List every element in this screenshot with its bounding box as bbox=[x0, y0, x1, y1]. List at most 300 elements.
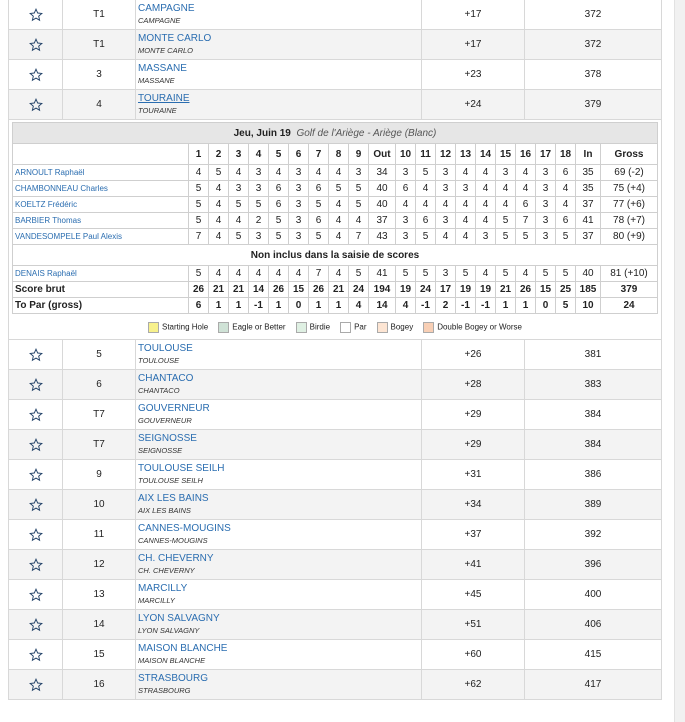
total-score: 406 bbox=[525, 610, 662, 640]
player-row bbox=[13, 197, 658, 213]
scorecard-header-row bbox=[13, 144, 658, 165]
legend-label: Birdie bbox=[309, 322, 331, 332]
hole-score: 3 bbox=[289, 213, 309, 229]
hole-header: 14 bbox=[476, 144, 496, 165]
total-score: 415 bbox=[525, 640, 662, 670]
total-score: 396 bbox=[525, 550, 662, 580]
total-score: 389 bbox=[525, 490, 662, 520]
hole-score: 2 bbox=[249, 213, 269, 229]
team-cell bbox=[136, 580, 422, 610]
star-icon bbox=[29, 468, 43, 482]
player-row bbox=[13, 213, 658, 229]
hole-score: 5 bbox=[516, 229, 536, 245]
hole-header: 18 bbox=[556, 144, 576, 165]
team-cell bbox=[136, 60, 422, 90]
favorite-button[interactable] bbox=[9, 490, 63, 520]
totals-value: 0 bbox=[536, 298, 556, 314]
hole-score: 80 (+9) bbox=[601, 229, 658, 245]
total-score: 381 bbox=[525, 340, 662, 370]
player-row bbox=[13, 165, 658, 181]
hole-score: 3 bbox=[289, 229, 309, 245]
hole-score: 41 bbox=[576, 213, 601, 229]
hole-score: 5 bbox=[349, 181, 369, 197]
to-par: +23 bbox=[422, 60, 525, 90]
player-row bbox=[13, 266, 658, 282]
position: 14 bbox=[63, 610, 136, 640]
hole-score: 3 bbox=[536, 197, 556, 213]
star-icon bbox=[29, 678, 43, 692]
leaderboard-table bbox=[8, 0, 662, 700]
hole-score: 4 bbox=[349, 213, 369, 229]
team-link[interactable]: TOULOUSE SEILH bbox=[138, 463, 225, 474]
hole-score: 4 bbox=[416, 181, 436, 197]
favorite-button[interactable] bbox=[9, 90, 63, 120]
hole-header: Out bbox=[369, 144, 396, 165]
hole-score: 4 bbox=[396, 197, 416, 213]
hole-score: 4 bbox=[456, 229, 476, 245]
hole-score: 6 bbox=[516, 197, 536, 213]
leaderboard-row[interactable] bbox=[9, 90, 662, 120]
totals-value: 24 bbox=[601, 298, 658, 314]
star-icon bbox=[29, 438, 43, 452]
team-link[interactable]: MARCILLY bbox=[138, 583, 188, 594]
hole-header: 4 bbox=[249, 144, 269, 165]
hole-score: 4 bbox=[436, 197, 456, 213]
hole-score: 4 bbox=[476, 165, 496, 181]
hole-score: 4 bbox=[516, 181, 536, 197]
leaderboard-row[interactable] bbox=[9, 0, 662, 30]
hole-header: In bbox=[576, 144, 601, 165]
hole-header: 13 bbox=[456, 144, 476, 165]
team-subtitle: TOULOUSE bbox=[138, 356, 180, 365]
star-icon bbox=[29, 98, 43, 112]
player-row bbox=[13, 181, 658, 197]
hole-score: 4 bbox=[516, 266, 536, 282]
hole-header: 15 bbox=[496, 144, 516, 165]
leaderboard-row[interactable] bbox=[9, 490, 662, 520]
hole-header: Gross bbox=[601, 144, 658, 165]
totals-value: 26 bbox=[189, 282, 209, 298]
hole-score: 3 bbox=[396, 165, 416, 181]
position: 6 bbox=[63, 370, 136, 400]
hole-score: 37 bbox=[369, 213, 396, 229]
hole-score: 3 bbox=[249, 165, 269, 181]
hole-score: 4 bbox=[556, 197, 576, 213]
player-name[interactable]: DENAIS Raphaël bbox=[13, 266, 189, 282]
team-cell bbox=[136, 0, 422, 30]
hole-score: 3 bbox=[456, 181, 476, 197]
team-cell bbox=[136, 670, 422, 700]
hole-header: 16 bbox=[516, 144, 536, 165]
star-icon bbox=[29, 38, 43, 52]
to-par: +31 bbox=[422, 460, 525, 490]
hole-score: 40 bbox=[576, 266, 601, 282]
hole-score: 3 bbox=[476, 229, 496, 245]
header-blank bbox=[13, 144, 189, 165]
to-par: +24 bbox=[422, 90, 525, 120]
totals-value: 194 bbox=[369, 282, 396, 298]
legend-swatch bbox=[377, 322, 388, 333]
position: 12 bbox=[63, 550, 136, 580]
to-par: +60 bbox=[422, 640, 525, 670]
hole-score: 5 bbox=[556, 266, 576, 282]
hole-score: 4 bbox=[209, 266, 229, 282]
star-icon bbox=[29, 558, 43, 572]
legend-item bbox=[148, 322, 208, 333]
to-par: +51 bbox=[422, 610, 525, 640]
hole-header: 2 bbox=[209, 144, 229, 165]
totals-value: 1 bbox=[229, 298, 249, 314]
star-icon bbox=[29, 618, 43, 632]
hole-score: 3 bbox=[436, 165, 456, 181]
team-subtitle: LYON SALVAGNY bbox=[138, 626, 200, 635]
totals-value: 17 bbox=[436, 282, 456, 298]
scorecard-table bbox=[12, 122, 658, 314]
hole-score: 41 bbox=[369, 266, 396, 282]
team-link[interactable]: STRASBOURG bbox=[138, 673, 209, 684]
team-link[interactable]: TOURAINE bbox=[138, 93, 190, 104]
hole-score: 5 bbox=[496, 229, 516, 245]
hole-score: 4 bbox=[209, 229, 229, 245]
legend-item bbox=[423, 322, 522, 333]
total-score: 372 bbox=[525, 0, 662, 30]
hole-score: 4 bbox=[289, 266, 309, 282]
leaderboard-row[interactable] bbox=[9, 640, 662, 670]
player-name[interactable]: ARNOULT Raphaël bbox=[13, 165, 189, 181]
totals-value: 4 bbox=[396, 298, 416, 314]
hole-header: 1 bbox=[189, 144, 209, 165]
hole-header: 5 bbox=[269, 144, 289, 165]
hole-score: 35 bbox=[576, 181, 601, 197]
leaderboard-row[interactable] bbox=[9, 610, 662, 640]
totals-value: 2 bbox=[436, 298, 456, 314]
totals-value: 25 bbox=[556, 282, 576, 298]
total-score: 379 bbox=[525, 90, 662, 120]
hole-score: 4 bbox=[249, 266, 269, 282]
to-par: +45 bbox=[422, 580, 525, 610]
hole-score: 6 bbox=[556, 165, 576, 181]
team-cell bbox=[136, 370, 422, 400]
hole-score: 4 bbox=[456, 165, 476, 181]
favorite-button[interactable] bbox=[9, 670, 63, 700]
to-par: +37 bbox=[422, 520, 525, 550]
position: 9 bbox=[63, 460, 136, 490]
favorite-button[interactable] bbox=[9, 340, 63, 370]
position: 11 bbox=[63, 520, 136, 550]
team-link[interactable]: MONTE CARLO bbox=[138, 33, 212, 44]
hole-score: 4 bbox=[416, 197, 436, 213]
position: 3 bbox=[63, 60, 136, 90]
hole-score: 6 bbox=[269, 181, 289, 197]
hole-score: 37 bbox=[576, 197, 601, 213]
team-subtitle: CAMPAGNE bbox=[138, 16, 181, 25]
team-subtitle: AIX LES BAINS bbox=[138, 506, 191, 515]
favorite-button[interactable] bbox=[9, 580, 63, 610]
totals-value: 1 bbox=[516, 298, 536, 314]
position: T1 bbox=[63, 0, 136, 30]
favorite-button[interactable] bbox=[9, 400, 63, 430]
totals-value: 24 bbox=[416, 282, 436, 298]
scrollbar[interactable] bbox=[674, 0, 685, 722]
hole-score: 4 bbox=[229, 213, 249, 229]
totals-value: 21 bbox=[209, 282, 229, 298]
excluded-label: Non inclus dans la saisie de scores bbox=[13, 245, 658, 266]
leaderboard-row[interactable] bbox=[9, 370, 662, 400]
hole-score: 5 bbox=[456, 266, 476, 282]
team-link[interactable]: LYON SALVAGNY bbox=[138, 613, 220, 624]
totals-label: To Par (gross) bbox=[13, 298, 189, 314]
legend-swatch bbox=[148, 322, 159, 333]
hole-score: 5 bbox=[189, 213, 209, 229]
hole-score: 7 bbox=[516, 213, 536, 229]
totals-value: 19 bbox=[456, 282, 476, 298]
team-subtitle: MARCILLY bbox=[138, 596, 175, 605]
hole-score: 69 (-2) bbox=[601, 165, 658, 181]
hole-score: 3 bbox=[289, 181, 309, 197]
favorite-button[interactable] bbox=[9, 520, 63, 550]
hole-score: 4 bbox=[516, 165, 536, 181]
star-icon bbox=[29, 648, 43, 662]
totals-value: 15 bbox=[289, 282, 309, 298]
legend-swatch bbox=[296, 322, 307, 333]
position: 5 bbox=[63, 340, 136, 370]
hole-score: 5 bbox=[309, 229, 329, 245]
totals-value: 6 bbox=[189, 298, 209, 314]
totals-value: 1 bbox=[209, 298, 229, 314]
hole-score: 5 bbox=[349, 197, 369, 213]
hole-score: 5 bbox=[416, 266, 436, 282]
hole-score: 4 bbox=[329, 165, 349, 181]
hole-score: 6 bbox=[309, 213, 329, 229]
hole-score: 6 bbox=[416, 213, 436, 229]
hole-score: 3 bbox=[536, 229, 556, 245]
position: 10 bbox=[63, 490, 136, 520]
favorite-button[interactable] bbox=[9, 640, 63, 670]
player-name[interactable]: CHAMBONNEAU Charles bbox=[13, 181, 189, 197]
hole-score: 3 bbox=[249, 229, 269, 245]
legend-label: Bogey bbox=[390, 322, 414, 332]
leaderboard-row[interactable] bbox=[9, 670, 662, 700]
total-score: 417 bbox=[525, 670, 662, 700]
hole-score: 7 bbox=[309, 266, 329, 282]
hole-score: 81 (+10) bbox=[601, 266, 658, 282]
legend-item bbox=[218, 322, 285, 333]
team-cell bbox=[136, 430, 422, 460]
hole-score: 4 bbox=[329, 197, 349, 213]
to-par: +34 bbox=[422, 490, 525, 520]
hole-score: 5 bbox=[536, 266, 556, 282]
player-name[interactable]: BARBIER Thomas bbox=[13, 213, 189, 229]
hole-score: 75 (+4) bbox=[601, 181, 658, 197]
hole-score: 34 bbox=[369, 165, 396, 181]
hole-header: 11 bbox=[416, 144, 436, 165]
hole-score: 5 bbox=[189, 181, 209, 197]
totals-value: 1 bbox=[309, 298, 329, 314]
leaderboard-row[interactable] bbox=[9, 430, 662, 460]
round-date: Jeu, Juin 19 bbox=[233, 127, 291, 139]
totals-value: 14 bbox=[369, 298, 396, 314]
hole-score: 5 bbox=[556, 229, 576, 245]
totals-value: 4 bbox=[349, 298, 369, 314]
totals-value: -1 bbox=[476, 298, 496, 314]
team-link[interactable]: AIX LES BAINS bbox=[138, 493, 209, 504]
leaderboard-row[interactable] bbox=[9, 400, 662, 430]
legend-item bbox=[296, 322, 330, 333]
hole-score: 4 bbox=[309, 165, 329, 181]
leaderboard-row[interactable] bbox=[9, 30, 662, 60]
totals-value: 21 bbox=[329, 282, 349, 298]
team-subtitle: CH. CHEVERNY bbox=[138, 566, 195, 575]
total-score: 372 bbox=[525, 30, 662, 60]
leaderboard-row[interactable] bbox=[9, 340, 662, 370]
hole-score: 5 bbox=[269, 213, 289, 229]
hole-score: 4 bbox=[329, 266, 349, 282]
hole-score: 4 bbox=[269, 266, 289, 282]
team-cell bbox=[136, 340, 422, 370]
team-link[interactable]: CHANTACO bbox=[138, 373, 194, 384]
team-subtitle: MONTE CARLO bbox=[138, 46, 194, 55]
hole-score: 4 bbox=[476, 213, 496, 229]
position: T1 bbox=[63, 30, 136, 60]
hole-score: 78 (+7) bbox=[601, 213, 658, 229]
hole-score: 4 bbox=[329, 213, 349, 229]
favorite-button[interactable] bbox=[9, 0, 63, 30]
legend-item bbox=[377, 322, 414, 333]
hole-score: 4 bbox=[476, 266, 496, 282]
legend-item bbox=[340, 322, 366, 333]
favorite-button[interactable] bbox=[9, 30, 63, 60]
hole-score: 43 bbox=[369, 229, 396, 245]
scorecard-detail-row bbox=[9, 120, 662, 340]
hole-score: 4 bbox=[456, 213, 476, 229]
total-score: 386 bbox=[525, 460, 662, 490]
hole-score: 3 bbox=[536, 181, 556, 197]
hole-header: 17 bbox=[536, 144, 556, 165]
hole-score: 6 bbox=[269, 197, 289, 213]
score-legend bbox=[11, 314, 659, 337]
hole-score: 4 bbox=[456, 197, 476, 213]
team-cell bbox=[136, 30, 422, 60]
team-cell bbox=[136, 520, 422, 550]
totals-value: 21 bbox=[229, 282, 249, 298]
team-subtitle: MAISON BLANCHE bbox=[138, 656, 206, 665]
hole-score: 4 bbox=[229, 266, 249, 282]
to-par: +29 bbox=[422, 400, 525, 430]
leaderboard-row[interactable] bbox=[9, 60, 662, 90]
team-cell bbox=[136, 640, 422, 670]
team-link[interactable]: MAISON BLANCHE bbox=[138, 643, 228, 654]
player-name[interactable]: VANDESOMPELE Paul Alexis bbox=[13, 229, 189, 245]
team-link[interactable]: CAMPAGNE bbox=[138, 3, 195, 14]
totals-value: 0 bbox=[289, 298, 309, 314]
hole-score: 4 bbox=[189, 165, 209, 181]
team-link[interactable]: CH. CHEVERNY bbox=[138, 553, 214, 564]
star-icon bbox=[29, 68, 43, 82]
totals-value: 19 bbox=[396, 282, 416, 298]
team-subtitle: CHANTACO bbox=[138, 386, 180, 395]
to-par: +62 bbox=[422, 670, 525, 700]
team-link[interactable]: GOUVERNEUR bbox=[138, 403, 210, 414]
to-par: +29 bbox=[422, 430, 525, 460]
to-par: +17 bbox=[422, 30, 525, 60]
total-score: 378 bbox=[525, 60, 662, 90]
team-link[interactable]: TOULOUSE bbox=[138, 343, 193, 354]
star-icon bbox=[29, 528, 43, 542]
position: 13 bbox=[63, 580, 136, 610]
leaderboard-row[interactable] bbox=[9, 550, 662, 580]
totals-value: -1 bbox=[249, 298, 269, 314]
favorite-button[interactable] bbox=[9, 550, 63, 580]
totals-value: 19 bbox=[476, 282, 496, 298]
team-subtitle: GOUVERNEUR bbox=[138, 416, 192, 425]
hole-score: 3 bbox=[349, 165, 369, 181]
hole-score: 4 bbox=[209, 181, 229, 197]
total-score: 384 bbox=[525, 430, 662, 460]
star-icon bbox=[29, 498, 43, 512]
hole-header: 7 bbox=[309, 144, 329, 165]
favorite-button[interactable] bbox=[9, 460, 63, 490]
star-icon bbox=[29, 348, 43, 362]
hole-header: 12 bbox=[436, 144, 456, 165]
legend-swatch bbox=[340, 322, 351, 333]
hole-score: 4 bbox=[269, 165, 289, 181]
to-par: +26 bbox=[422, 340, 525, 370]
hole-score: 3 bbox=[436, 213, 456, 229]
hole-score: 5 bbox=[496, 213, 516, 229]
totals-value: 10 bbox=[576, 298, 601, 314]
leaderboard-row[interactable] bbox=[9, 460, 662, 490]
team-link[interactable]: SEIGNOSSE bbox=[138, 433, 197, 444]
player-row bbox=[13, 229, 658, 245]
star-icon bbox=[29, 588, 43, 602]
totals-label: Score brut bbox=[13, 282, 189, 298]
hole-score: 3 bbox=[249, 181, 269, 197]
favorite-button[interactable] bbox=[9, 60, 63, 90]
totals-value: 15 bbox=[536, 282, 556, 298]
team-cell bbox=[136, 490, 422, 520]
team-cell bbox=[136, 610, 422, 640]
hole-score: 4 bbox=[436, 229, 456, 245]
favorite-button[interactable] bbox=[9, 430, 63, 460]
leaderboard-row[interactable] bbox=[9, 520, 662, 550]
hole-header: 8 bbox=[329, 144, 349, 165]
team-link[interactable]: MASSANE bbox=[138, 63, 187, 74]
leaderboard-row[interactable] bbox=[9, 580, 662, 610]
player-name[interactable]: KOELTZ Frédéric bbox=[13, 197, 189, 213]
total-score: 400 bbox=[525, 580, 662, 610]
legend-label: Double Bogey or Worse bbox=[437, 322, 522, 332]
favorite-button[interactable] bbox=[9, 610, 63, 640]
hole-score: 3 bbox=[396, 229, 416, 245]
totals-value: 1 bbox=[269, 298, 289, 314]
hole-score: 7 bbox=[349, 229, 369, 245]
team-cell bbox=[136, 400, 422, 430]
favorite-button[interactable] bbox=[9, 370, 63, 400]
hole-score: 3 bbox=[496, 165, 516, 181]
hole-score: 5 bbox=[416, 165, 436, 181]
hole-header: 9 bbox=[349, 144, 369, 165]
total-score: 384 bbox=[525, 400, 662, 430]
team-link[interactable]: CANNES-MOUGINS bbox=[138, 523, 231, 534]
totals-value: 1 bbox=[329, 298, 349, 314]
team-subtitle: TOURAINE bbox=[138, 106, 177, 115]
hole-score: 40 bbox=[369, 181, 396, 197]
hole-header: 6 bbox=[289, 144, 309, 165]
hole-score: 6 bbox=[556, 213, 576, 229]
hole-score: 5 bbox=[249, 197, 269, 213]
excluded-section-header bbox=[13, 245, 658, 266]
star-icon bbox=[29, 408, 43, 422]
